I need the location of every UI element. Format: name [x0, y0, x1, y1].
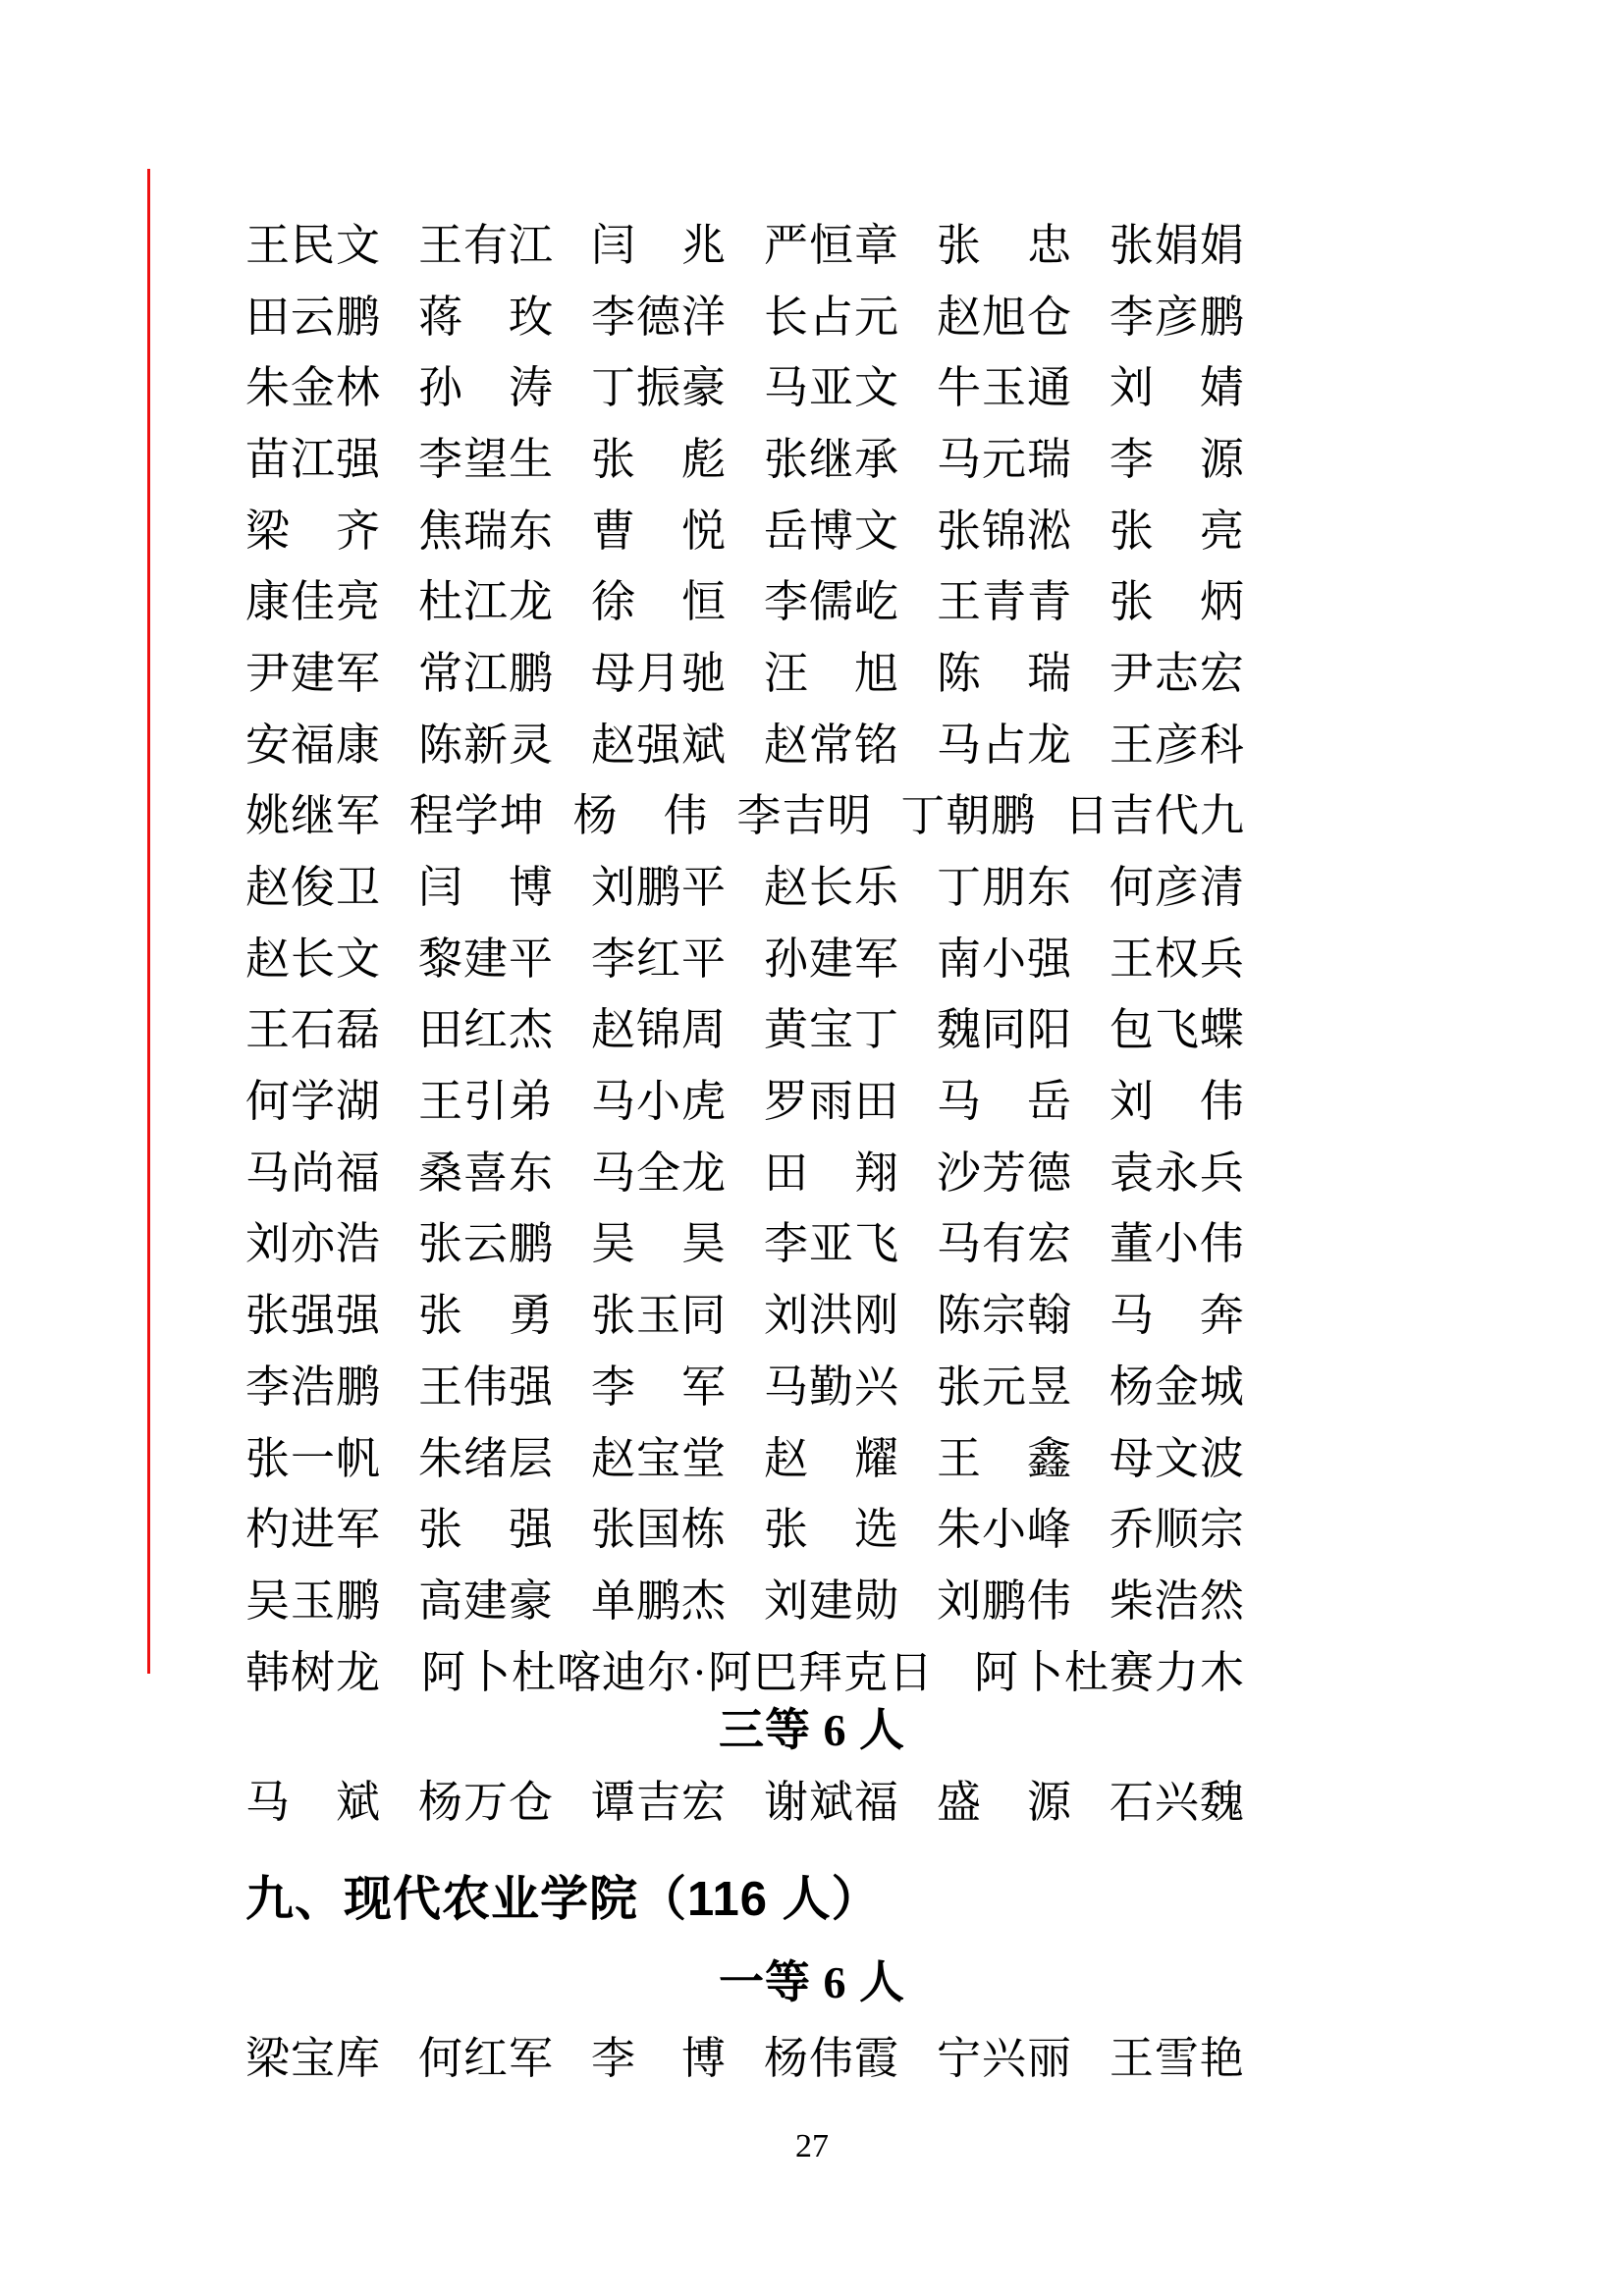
person-name: 陈 瑞 [936, 648, 1072, 698]
name-row [245, 1275, 1245, 1347]
person-name: 梁 齐 [245, 506, 382, 556]
person-name: 马有宏 [936, 1219, 1072, 1269]
person-name: 苗江强 [245, 434, 382, 484]
person-name: 岳博文 [763, 506, 899, 556]
person-name: 李吉明 [736, 791, 873, 841]
person-name: 赵 耀 [763, 1433, 899, 1483]
person-name: 朱金林 [245, 363, 382, 413]
person-name: 单鹏杰 [590, 1575, 727, 1626]
person-name: 乔顺宗 [1109, 1505, 1245, 1555]
third-class-heading: 三等 6 人 [719, 1705, 905, 1755]
person-name: 张 选 [763, 1505, 899, 1555]
person-name: 李 军 [590, 1362, 727, 1412]
name-row [245, 1632, 1245, 1704]
section-heading: 九、现代农业学院（116 人） [245, 1873, 881, 1926]
person-name: 何红军 [417, 2033, 554, 2083]
name-row [245, 491, 1245, 562]
person-name: 刘建勋 [763, 1575, 899, 1626]
person-name: 王民文 [245, 220, 382, 270]
person-name: 孙 涛 [417, 363, 554, 413]
person-name: 沙芳德 [936, 1148, 1072, 1198]
person-name: 石兴魏 [1109, 1777, 1245, 1827]
person-name: 王 鑫 [936, 1433, 1072, 1483]
person-name: 闫 兆 [590, 220, 727, 270]
person-name: 黎建平 [417, 934, 554, 984]
person-name: 罗雨田 [763, 1077, 899, 1127]
person-name: 梁宝库 [245, 2033, 382, 2083]
person-name: 张 彪 [590, 434, 727, 484]
name-row [245, 205, 1245, 277]
person-name: 刘 伟 [1109, 1077, 1245, 1127]
person-name: 孙建军 [763, 934, 899, 984]
person-name: 张继承 [763, 434, 899, 484]
person-name: 尹志宏 [1109, 648, 1245, 698]
person-name: 赵常铭 [763, 720, 899, 770]
person-name: 焦瑞东 [417, 506, 554, 556]
name-row [245, 1347, 1245, 1418]
person-name: 李 博 [590, 2033, 727, 2083]
person-name: 张强强 [245, 1291, 382, 1341]
person-name: 马小虎 [590, 1077, 727, 1127]
person-name: 田红杰 [417, 1005, 554, 1055]
person-name: 王彦科 [1109, 720, 1245, 770]
person-name: 王有江 [417, 220, 554, 270]
name-row [245, 919, 1245, 990]
person-name: 袁永兵 [1109, 1148, 1245, 1198]
name-row [245, 990, 1245, 1062]
name-row [245, 1204, 1245, 1276]
name-row [245, 347, 1245, 419]
name-row [245, 419, 1245, 491]
person-name: 柴浩然 [1109, 1575, 1245, 1626]
person-name: 朱绪层 [417, 1433, 554, 1483]
person-name: 张玉同 [590, 1291, 727, 1341]
person-name: 盛 源 [936, 1777, 1072, 1827]
person-name: 阿卜杜喀迪尔·阿巴拜克日 [421, 1647, 934, 1697]
person-name: 南小强 [936, 934, 1072, 984]
person-name: 杨金城 [1109, 1362, 1245, 1412]
person-name: 谢斌福 [763, 1777, 899, 1827]
person-name: 日吉代九 [1063, 791, 1245, 841]
person-name: 李望生 [417, 434, 554, 484]
person-name: 刘 婧 [1109, 363, 1245, 413]
person-name: 杨万仓 [417, 1777, 554, 1827]
name-row [245, 705, 1245, 776]
person-name: 闫 博 [417, 863, 554, 913]
person-name: 朱小峰 [936, 1505, 1072, 1555]
person-name: 刘洪刚 [763, 1291, 899, 1341]
person-name: 田云鹏 [245, 292, 382, 342]
person-name: 谭吉宏 [590, 1777, 727, 1827]
person-name: 李彦鹏 [1109, 292, 1245, 342]
person-name: 刘鹏平 [590, 863, 727, 913]
page-number: 27 [795, 2128, 829, 2164]
person-name: 陈宗翰 [936, 1291, 1072, 1341]
first-class-name-row [245, 2018, 1245, 2090]
person-name: 桑喜东 [417, 1148, 554, 1198]
person-name: 韩树龙 [245, 1647, 382, 1697]
person-name: 母文波 [1109, 1433, 1245, 1483]
person-name: 高建豪 [417, 1575, 554, 1626]
person-name: 马 斌 [245, 1777, 382, 1827]
person-name: 张 强 [417, 1505, 554, 1555]
person-name: 李 源 [1109, 434, 1245, 484]
person-name: 丁朋东 [936, 863, 1072, 913]
person-name: 陈新灵 [417, 720, 554, 770]
person-name: 张国栋 [590, 1505, 727, 1555]
person-name: 赵宝堂 [590, 1433, 727, 1483]
person-name: 蒋 玫 [417, 292, 554, 342]
name-row [245, 1561, 1245, 1632]
third-class-name-row [245, 1762, 1245, 1834]
name-row [245, 633, 1245, 705]
person-name: 赵长乐 [763, 863, 899, 913]
person-name: 宁兴丽 [936, 2033, 1072, 2083]
person-name: 张一帆 [245, 1433, 382, 1483]
person-name: 马元瑞 [936, 434, 1072, 484]
person-name: 张娟娟 [1109, 220, 1245, 270]
person-name: 张 炳 [1109, 577, 1245, 627]
person-name: 刘鹏伟 [936, 1575, 1072, 1626]
name-row [245, 561, 1245, 633]
person-name: 赵强斌 [590, 720, 727, 770]
person-name: 王引弟 [417, 1077, 554, 1127]
person-name: 长占元 [763, 292, 899, 342]
name-row [245, 847, 1245, 919]
person-name: 曹 悦 [590, 506, 727, 556]
name-row [245, 277, 1245, 348]
person-name: 包飞蝶 [1109, 1005, 1245, 1055]
person-name: 丁振豪 [590, 363, 727, 413]
person-name: 杜江龙 [417, 577, 554, 627]
person-name: 田 翔 [763, 1148, 899, 1198]
person-name: 马 岳 [936, 1077, 1072, 1127]
person-name: 赵锦周 [590, 1005, 727, 1055]
person-name: 王伟强 [417, 1362, 554, 1412]
name-row [245, 776, 1245, 848]
person-name: 杓进军 [245, 1505, 382, 1555]
person-name: 马 奔 [1109, 1291, 1245, 1341]
person-name: 马亚文 [763, 363, 899, 413]
person-name: 李德洋 [590, 292, 727, 342]
name-row [245, 1418, 1245, 1490]
person-name: 尹建军 [245, 648, 382, 698]
name-grid [245, 205, 1245, 1703]
person-name: 母月驰 [590, 648, 727, 698]
person-name: 杨 伟 [572, 791, 709, 841]
revision-bar [147, 169, 150, 1674]
person-name: 张 忠 [936, 220, 1072, 270]
person-name: 王权兵 [1109, 934, 1245, 984]
person-name: 张锦淞 [936, 506, 1072, 556]
person-name: 赵俊卫 [245, 863, 382, 913]
person-name: 康佳亮 [245, 577, 382, 627]
person-name: 王雪艳 [1109, 2033, 1245, 2083]
person-name: 张云鹏 [417, 1219, 554, 1269]
person-name: 马勤兴 [763, 1362, 899, 1412]
person-name: 李浩鹏 [245, 1362, 382, 1412]
person-name: 丁朝鹏 [900, 791, 1037, 841]
person-name: 王青青 [936, 577, 1072, 627]
person-name: 赵长文 [245, 934, 382, 984]
person-name: 徐 恒 [590, 577, 727, 627]
person-name: 张 亮 [1109, 506, 1245, 556]
person-name: 马全龙 [590, 1148, 727, 1198]
person-name: 李亚飞 [763, 1219, 899, 1269]
name-row [245, 1489, 1245, 1561]
person-name: 董小伟 [1109, 1219, 1245, 1269]
person-name: 吴玉鹏 [245, 1575, 382, 1626]
person-name: 牛玉通 [936, 363, 1072, 413]
person-name: 黄宝丁 [763, 1005, 899, 1055]
name-row [245, 1133, 1245, 1204]
person-name: 马占龙 [936, 720, 1072, 770]
first-class-heading: 一等 6 人 [719, 1957, 905, 2007]
person-name: 杨伟霞 [763, 2033, 899, 2083]
person-name: 严恒章 [763, 220, 899, 270]
person-name: 马尚福 [245, 1148, 382, 1198]
person-name: 李红平 [590, 934, 727, 984]
person-name: 汪 旭 [763, 648, 899, 698]
person-name: 刘亦浩 [245, 1219, 382, 1269]
person-name: 常江鹏 [417, 648, 554, 698]
person-name: 王石磊 [245, 1005, 382, 1055]
person-name: 安福康 [245, 720, 382, 770]
name-row [245, 1061, 1245, 1133]
person-name: 何学湖 [245, 1077, 382, 1127]
person-name: 李儒屹 [763, 577, 899, 627]
person-name: 程学坤 [408, 791, 545, 841]
person-name: 张 勇 [417, 1291, 554, 1341]
person-name: 吴 昊 [590, 1219, 727, 1269]
person-name: 阿卜杜赛力木 [973, 1647, 1245, 1697]
person-name: 何彦清 [1109, 863, 1245, 913]
person-name: 魏同阳 [936, 1005, 1072, 1055]
person-name: 姚继军 [245, 791, 382, 841]
person-name: 赵旭仓 [936, 292, 1072, 342]
person-name: 张元昱 [936, 1362, 1072, 1412]
